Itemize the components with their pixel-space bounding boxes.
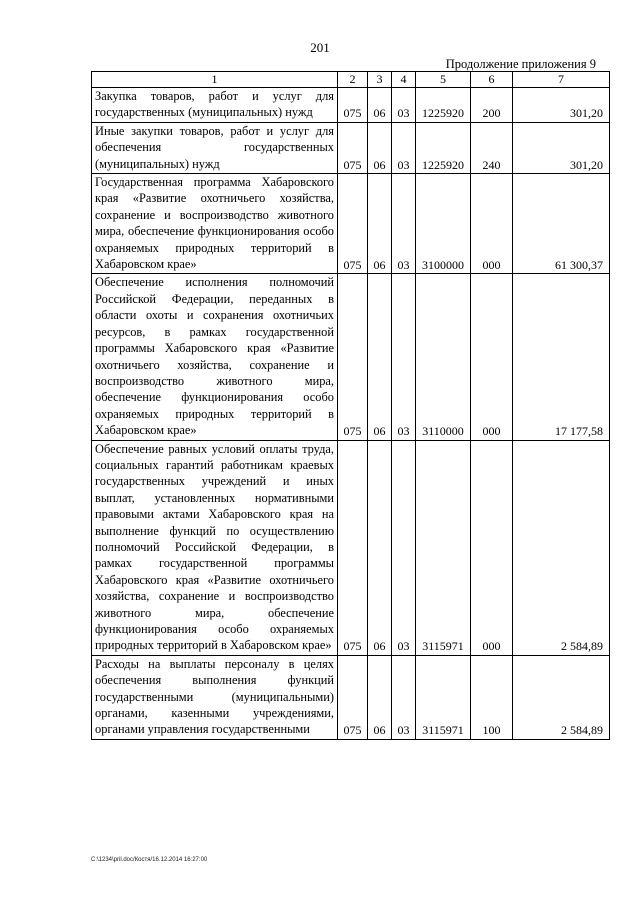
ministry-code-cell: 075 [338,655,368,739]
amount-cell: 2 584,89 [513,655,610,739]
target-article-cell: 3110000 [416,274,471,440]
subsection-code-cell: 03 [392,655,416,739]
header-cell: 1 [92,72,338,88]
section-code-cell: 06 [368,274,392,440]
amount-cell: 17 177,58 [513,274,610,440]
expense-type-cell: 000 [471,440,513,655]
target-article-cell: 1225920 [416,88,471,123]
header-row [92,72,610,88]
table-row [92,274,610,440]
header-cell: 2 [338,72,368,88]
page-number: 201 [310,40,330,55]
expense-name-cell: Закупка товаров, работ и услуг для государственных (муниципальных) нужд [92,88,338,123]
header-cell: 7 [513,72,610,88]
table-row [92,174,610,274]
amount-cell: 2 584,89 [513,440,610,655]
section-code-cell: 06 [368,440,392,655]
expense-type-cell: 000 [471,274,513,440]
table-row [92,655,610,739]
table-row [92,440,610,655]
section-code-cell: 06 [368,88,392,123]
target-article-cell: 3115971 [416,655,471,739]
section-code-cell: 06 [368,655,392,739]
subsection-code-cell: 03 [392,440,416,655]
header-cell: 6 [471,72,513,88]
ministry-code-cell: 075 [338,122,368,173]
table-row [92,88,610,123]
ministry-code-cell: 075 [338,174,368,274]
expense-name-cell: Обеспечение исполнения полномочий Российской Федерации, переданных в области охоты и сохранения охотничьих ресурсов, в рамках государственной программы Хабаровского края «Развитие охотничьего хозяйства, сохранение и воспроизводство животного мира, обеспечение функционирования особо охраняемых природных территорий в Хабаровском крае» [92,274,338,440]
ministry-code-cell: 075 [338,274,368,440]
appendix-continuation-note: Продолжение приложения 9 [445,57,596,71]
amount-cell: 301,20 [513,122,610,173]
target-article-cell: 3100000 [416,174,471,274]
amount-cell: 301,20 [513,88,610,123]
subsection-code-cell: 03 [392,174,416,274]
ministry-code-cell: 075 [338,440,368,655]
expense-type-cell: 240 [471,122,513,173]
target-article-cell: 1225920 [416,122,471,173]
amount-cell: 61 300,37 [513,174,610,274]
section-code-cell: 06 [368,174,392,274]
budget-table [91,71,610,740]
expense-type-cell: 000 [471,174,513,274]
subsection-code-cell: 03 [392,122,416,173]
table-row [92,122,610,173]
expense-name-cell: Обеспечение равных условий оплаты труда, социальных гарантий работникам краевых государственных учреждений и иных выплат, установленных нормативными правовыми актами Хабаровского края на выполнение функций по осуществлению полномочий Российской Федерации, в рамках государственной программы Хабаровского края «Развитие охотничьего хозяйства, сохранение и воспроизводство животного мира, обеспечение функционирования особо охраняемых природных территорий в Хабаровском крае» [92,440,338,655]
subsection-code-cell: 03 [392,88,416,123]
ministry-code-cell: 075 [338,88,368,123]
expense-type-cell: 100 [471,655,513,739]
section-code-cell: 06 [368,122,392,173]
target-article-cell: 3115971 [416,440,471,655]
file-path-footer: C:\1234\pril.doc/Костя/16.12.2014 16:27:00 [91,857,208,863]
subsection-code-cell: 03 [392,274,416,440]
header-cell: 3 [368,72,392,88]
header-cell: 5 [416,72,471,88]
expense-name-cell: Расходы на выплаты персоналу в целях обеспечения выполнения функций государственными (муниципальными) органами, казенными учреждениями, органами управления государственными [92,655,338,739]
header-cell: 4 [392,72,416,88]
expense-name-cell: Иные закупки товаров, работ и услуг для обеспечения государственных (муниципальных) нужд [92,122,338,173]
expense-type-cell: 200 [471,88,513,123]
expense-name-cell: Государственная программа Хабаровского края «Развитие охотничьего хозяйства, сохранение и воспроизводство животного мира, обеспечение функционирования особо охраняемых природных территорий в Хабаровском крае» [92,174,338,274]
